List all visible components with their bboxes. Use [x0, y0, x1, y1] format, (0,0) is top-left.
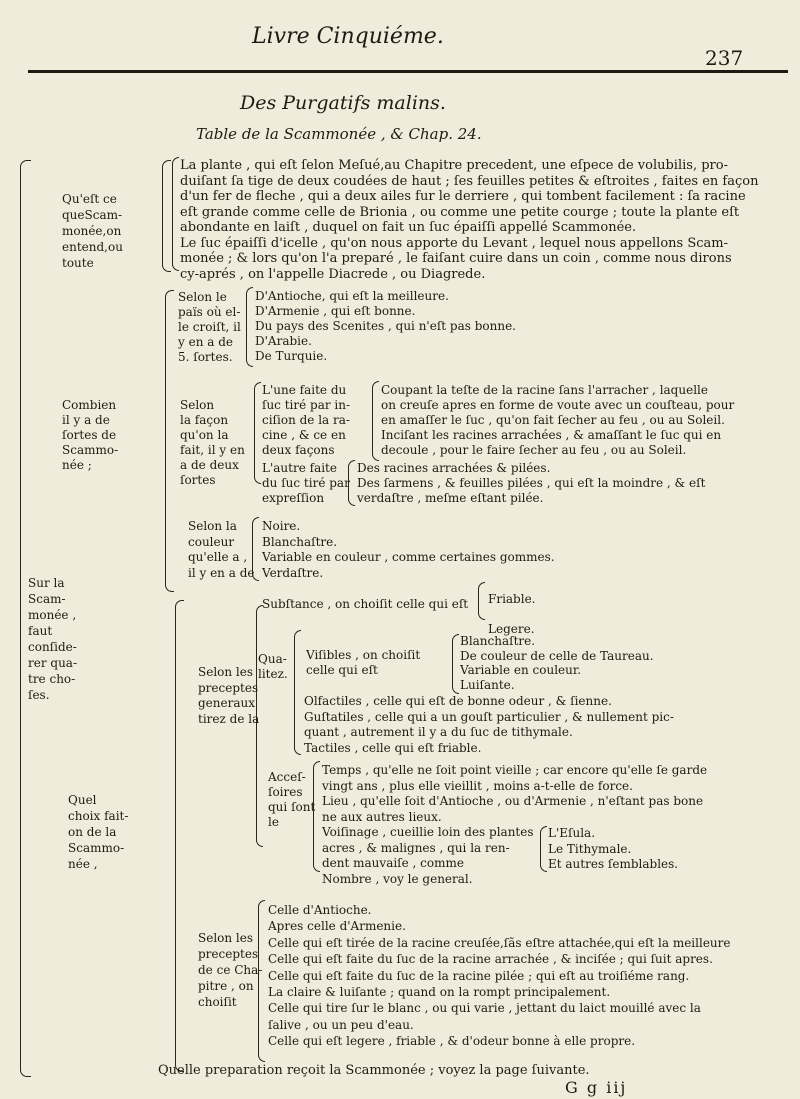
brace [246, 287, 253, 367]
brace [478, 582, 485, 620]
brace [294, 630, 301, 755]
signature-mark: G g iij [565, 1078, 628, 1097]
brace [165, 290, 174, 592]
brace [254, 382, 261, 484]
brace [313, 761, 320, 872]
header-rule [28, 70, 788, 73]
accessories-list: Temps , qu'elle ne ſoit point vieille ; car encore qu'elle ſe garde vingt ans , plus elle vieillit , moins a-t-elle de force. Lieu , qu'elle ſoit d'Antioche , ou d'Armenie , n'eſtant pas bone ne aux autres lieux. Voiſinage , cueillie loin des plantes acres , & malignes , qui la ren- dent mauvaiſe , comme Nombre , voy le general. [322, 763, 708, 886]
colour-list: Noire. Blanchaſtre. Variable en couleur , comme certaines gommes. Verdaſtre. [262, 519, 555, 580]
visible-label: Viſibles , on choiſit celle qui eſt [306, 648, 421, 677]
closing-line: Quelle preparation reçoit la Scammonée ; voyez la page ſuivante. [158, 1063, 590, 1078]
general-intro: Selon les preceptes generaux tirez de la [198, 665, 260, 726]
brace [172, 157, 179, 271]
brace [258, 900, 265, 1062]
brace [252, 517, 259, 581]
colour-intro: Selon la couleur qu'elle a , il y en a de [188, 519, 255, 580]
method-first-list: Coupant la teſte de la racine ſans l'arracher , laquelle on creuſe apres en forme de voute avec un couſteau, pour en amaſſer le ſuc , qu'on fait ſecher au feu , ou au Soleil. Inciſant les racines arrachées , & amaſſant le ſuc qui en decoule , pour le faire ſecher au feu , ou au Soleil. [381, 383, 735, 457]
substance-list: Friable. Legere. [488, 592, 536, 636]
brace [348, 460, 355, 506]
method-first-intro: L'une faite du ſuc tiré par in- ciſion de la ra- cine , & ce en deux façons [262, 383, 351, 457]
visible-list: Blanchaſtre. De couleur de celle de Taureau. Variable en couleur. Luiſante. [460, 634, 654, 692]
running-title: Livre Cinquiéme. [252, 24, 444, 49]
chapter-precepts-intro: Selon les preceptes de ce Cha- pitre , on choiſit [198, 931, 263, 1009]
method-second-list: Des racines arrachées & pilées. Des ſarmens , & feuilles pilées , qui eſt la moindre , & eſt verdaſtre , meſme eſtant pilée. [357, 461, 706, 505]
other-qualities: Olfactiles , celle qui eſt de bonne odeur , & ſienne. Guſtatiles , celle qui a un gouſt particulier , & nullement pic- quant , autrement il y a du ſuc de tithymale. Tactiles , celle qui eſt friable. [304, 694, 674, 755]
margin-note-what: Qu'eſt ce queScam- monée,on entend,ou toute [62, 192, 123, 270]
margin-note-consider: Sur la Scam- monée , faut conſide- rer qua- tre cho- ſes. [28, 576, 78, 702]
section-title: Des Purgatifs malins. [240, 92, 446, 114]
brace [162, 160, 171, 272]
brace [20, 160, 31, 1077]
brace [256, 605, 263, 847]
chapter-precepts-list: Celle d'Antioche. Apres celle d'Armenie. Celle qui eſt tirée de la racine creuſée,ſãs eſtre attachée,qui eſt la meilleure Celle qui eſt faite du ſuc de la racine arrachée , & inciſée ; qui ſuit apres. Celle qui eſt faite du ſuc de la racine pilée ; qui eſt au troiſiéme rang. La claire & luiſante ; quand on la rompt principalement. Celle qui tire ſur le blanc , ou qui varie , jettant du laict mouillé avec la ſalive , ou un peu d'eau. Celle qui eſt legere , friable , & d'odeur bonne à elle propre. [268, 903, 731, 1049]
qualities-label: Qua- litez. [258, 652, 288, 681]
brace [452, 634, 459, 694]
brace [540, 826, 547, 872]
margin-note-choice: Quel choix fait- on de la Scammo- née , [68, 793, 129, 871]
method-second-intro: L'autre faite du ſuc tiré par expreſſion [262, 461, 350, 505]
table-subtitle: Table de la Scammonée , & Chap. 24. [196, 125, 482, 143]
country-intro: Selon le païs où el- le croiſt, il y en a de 5. ſortes. [178, 290, 241, 364]
page-number: 237 [705, 46, 744, 70]
plants-list: L'Eſula. Le Tithymale. Et autres ſemblables. [548, 826, 679, 871]
brace [372, 381, 379, 461]
margin-note-kinds: Combien il y a de ſortes de Scammo- née ; [62, 398, 119, 472]
brace [175, 600, 184, 1072]
accessories-label: Acceſ- ſoires qui ſont le [268, 770, 316, 829]
country-list: D'Antioche, qui eſt la meilleure. D'Armenie , qui eſt bonne. Du pays des Scenites , qui n'eſt pas bonne. D'Arabie. De Turquie. [255, 289, 516, 363]
definition-paragraph: La plante , qui eſt ſelon Meſué,au Chapitre precedent, une eſpece de volubilis, pro- duiſant ſa tige de deux coudées de haut ; ſes feuilles petites & eſtroites , faites en façon d'un fer de fleche , qui a deux ailes fur le derriere , qui tombent facilement : ſa racine eſt grande comme celle de Brionia , ou comme une petite courge ; toute la plante eſt abondante en laiſt , duquel on fait un ſuc épaiſſi appellé Scammonée. Le ſuc épaiſſi d'icelle , qu'on nous apporte du Levant , lequel nous appellons Scam- monée ; & lors qu'on l'a preparé , le faiſant cuire dans un coin , comme nous dirons cy-aprés , on l'appelle Diacrede , ou Diagrede. [180, 158, 759, 282]
method-intro: Selon la façon qu'on la fait, il y en a de deux ſortes [180, 398, 245, 487]
substance-label: Subſtance , on choiſit celle qui eſt [262, 597, 469, 611]
